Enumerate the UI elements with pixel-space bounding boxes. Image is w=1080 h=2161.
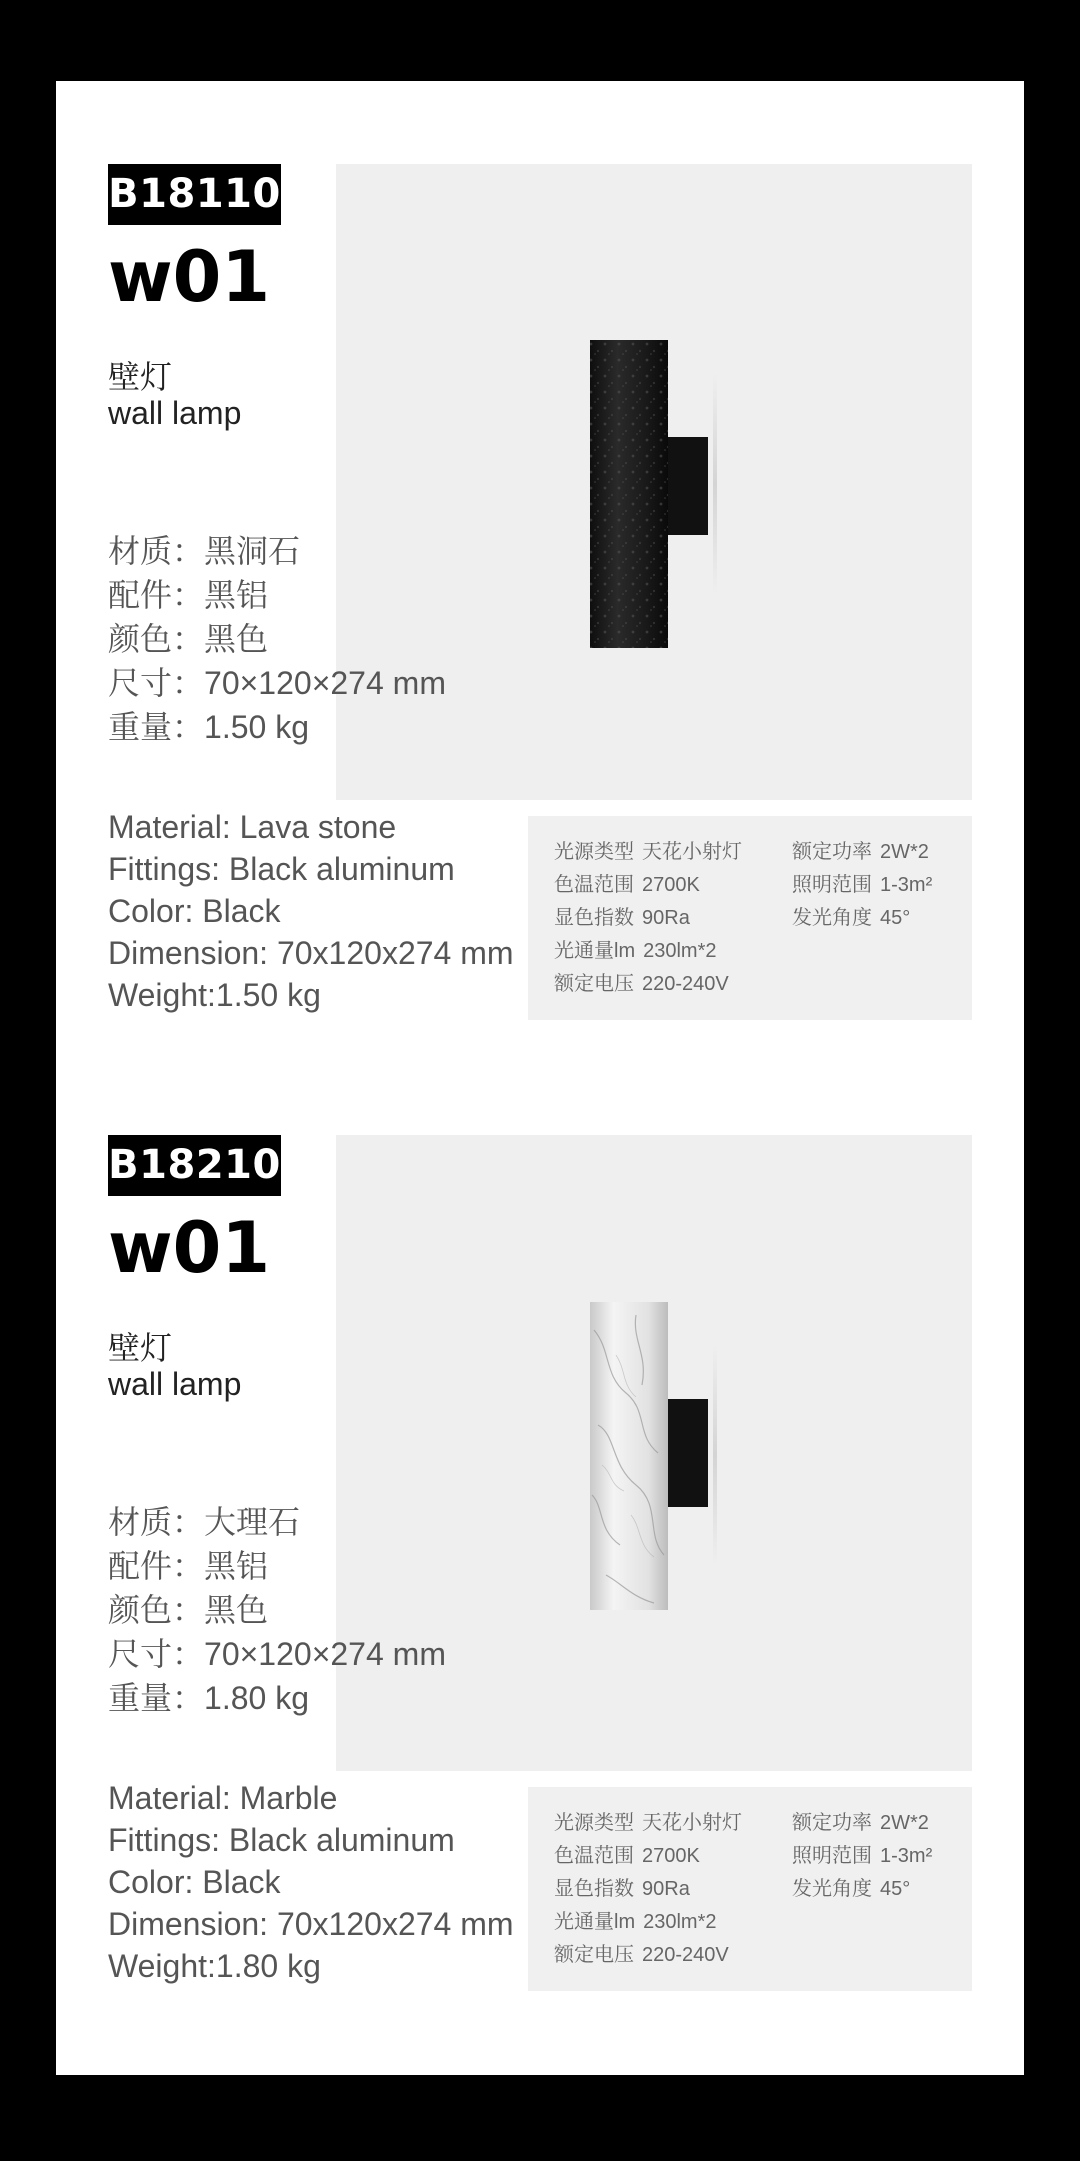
param-value: 天花小射灯	[642, 841, 742, 863]
param-label: 发光角度	[792, 1878, 872, 1900]
params-right-column	[792, 1807, 932, 1906]
light-params-box	[528, 1787, 972, 1991]
spec-label: 尺寸：	[108, 665, 205, 701]
param-label: 光源类型	[554, 1812, 634, 1834]
spec-value: 黑洞石	[204, 533, 301, 569]
catalog-sheet	[56, 81, 1024, 2075]
param-label: 光通量lm	[554, 1911, 636, 1933]
spec-line-en: Fittings: Black aluminum	[108, 1822, 455, 1858]
spec-row	[108, 1632, 528, 1676]
spec-label: 材质：	[108, 1504, 205, 1540]
param-value: 2700K	[642, 1845, 700, 1867]
param-value: 90Ra	[642, 907, 690, 929]
param-value: 45°	[880, 1878, 911, 1900]
spec-line-en: Weight:1.50 kg	[108, 977, 321, 1013]
product-name-en: wall lamp	[108, 1366, 242, 1402]
param-row	[554, 968, 742, 1001]
param-value: 230lm*2	[643, 940, 717, 962]
product-code-badge: B18210	[108, 1135, 281, 1196]
spec-value: 黑铝	[204, 1548, 269, 1584]
param-value: 1-3m²	[880, 1845, 933, 1867]
spec-line-en: Weight:1.80 kg	[108, 1948, 321, 1984]
param-value: 90Ra	[642, 1878, 690, 1900]
spec-value: 1.80 kg	[204, 1680, 309, 1716]
spec-row	[108, 529, 528, 573]
param-row	[792, 1873, 932, 1906]
param-label: 额定电压	[554, 973, 634, 995]
param-row	[554, 869, 742, 902]
spec-line-en: Color: Black	[108, 893, 281, 929]
light-params-box	[528, 816, 972, 1020]
spec-label: 配件：	[108, 577, 205, 613]
param-label: 额定功率	[792, 841, 872, 863]
param-value: 230lm*2	[643, 1911, 717, 1933]
product-name-cn: 壁灯	[108, 359, 173, 395]
specs-cn-list	[108, 1500, 528, 1720]
spec-value: 大理石	[204, 1504, 301, 1540]
spec-line-en: Color: Black	[108, 1864, 281, 1900]
product-card	[56, 164, 1024, 1064]
spec-row	[108, 1676, 528, 1720]
params-right-column	[792, 836, 932, 935]
product-name-cn: 壁灯	[108, 1330, 173, 1366]
spec-line-en: Material: Lava stone	[108, 809, 397, 845]
param-value: 2W*2	[880, 1812, 929, 1834]
param-value: 2W*2	[880, 841, 929, 863]
param-label: 额定电压	[554, 1944, 634, 1966]
product-card	[56, 1135, 1024, 2035]
spec-line-en: Fittings: Black aluminum	[108, 851, 455, 887]
param-row	[554, 1807, 742, 1840]
param-row	[554, 1873, 742, 1906]
param-value: 45°	[880, 907, 911, 929]
param-row	[792, 1840, 932, 1873]
spec-label: 颜色：	[108, 1592, 205, 1628]
specs-en-list	[108, 806, 514, 1016]
spec-value: 1.50 kg	[204, 709, 309, 745]
spec-label: 颜色：	[108, 621, 205, 657]
param-label: 显色指数	[554, 1878, 634, 1900]
spec-row	[108, 1588, 528, 1632]
param-value: 220-240V	[642, 1944, 729, 1966]
param-row	[554, 935, 742, 968]
spec-value: 70×120×274 mm	[204, 665, 446, 701]
specs-cn-list	[108, 529, 528, 749]
spec-label: 重量：	[108, 709, 205, 745]
spec-label: 尺寸：	[108, 1636, 205, 1672]
spec-line-en: Dimension: 70x120x274 mm	[108, 1906, 514, 1942]
spec-row	[108, 1500, 528, 1544]
spec-value: 黑色	[204, 621, 269, 657]
param-label: 额定功率	[792, 1812, 872, 1834]
param-label: 照明范围	[792, 1845, 872, 1867]
param-row	[792, 1807, 932, 1840]
spec-line-en: Material: Marble	[108, 1780, 338, 1816]
param-row	[792, 902, 932, 935]
param-row	[792, 869, 932, 902]
params-left-column	[554, 1807, 742, 1972]
spec-row	[108, 1544, 528, 1588]
model-title: w01	[108, 1207, 271, 1289]
param-label: 光源类型	[554, 841, 634, 863]
spec-row	[108, 573, 528, 617]
param-label: 发光角度	[792, 907, 872, 929]
param-label: 显色指数	[554, 907, 634, 929]
param-row	[792, 836, 932, 869]
param-row	[554, 902, 742, 935]
spec-value: 黑铝	[204, 577, 269, 613]
param-label: 照明范围	[792, 874, 872, 896]
specs-en-list	[108, 1777, 514, 1987]
model-title: w01	[108, 236, 271, 318]
spec-row	[108, 661, 528, 705]
param-value: 220-240V	[642, 973, 729, 995]
param-label: 光通量lm	[554, 940, 636, 962]
param-row	[554, 1840, 742, 1873]
param-label: 色温范围	[554, 874, 634, 896]
product-name-en: wall lamp	[108, 395, 242, 431]
param-label: 色温范围	[554, 1845, 634, 1867]
spec-row	[108, 617, 528, 661]
spec-line-en: Dimension: 70x120x274 mm	[108, 935, 514, 971]
param-row	[554, 1939, 742, 1972]
spec-value: 黑色	[204, 1592, 269, 1628]
spec-label: 重量：	[108, 1680, 205, 1716]
param-value: 1-3m²	[880, 874, 933, 896]
product-code-badge: B18110	[108, 164, 281, 225]
param-value: 天花小射灯	[642, 1812, 742, 1834]
param-value: 2700K	[642, 874, 700, 896]
spec-row	[108, 705, 528, 749]
params-left-column	[554, 836, 742, 1001]
spec-label: 材质：	[108, 533, 205, 569]
param-row	[554, 836, 742, 869]
spec-value: 70×120×274 mm	[204, 1636, 446, 1672]
param-row	[554, 1906, 742, 1939]
spec-label: 配件：	[108, 1548, 205, 1584]
